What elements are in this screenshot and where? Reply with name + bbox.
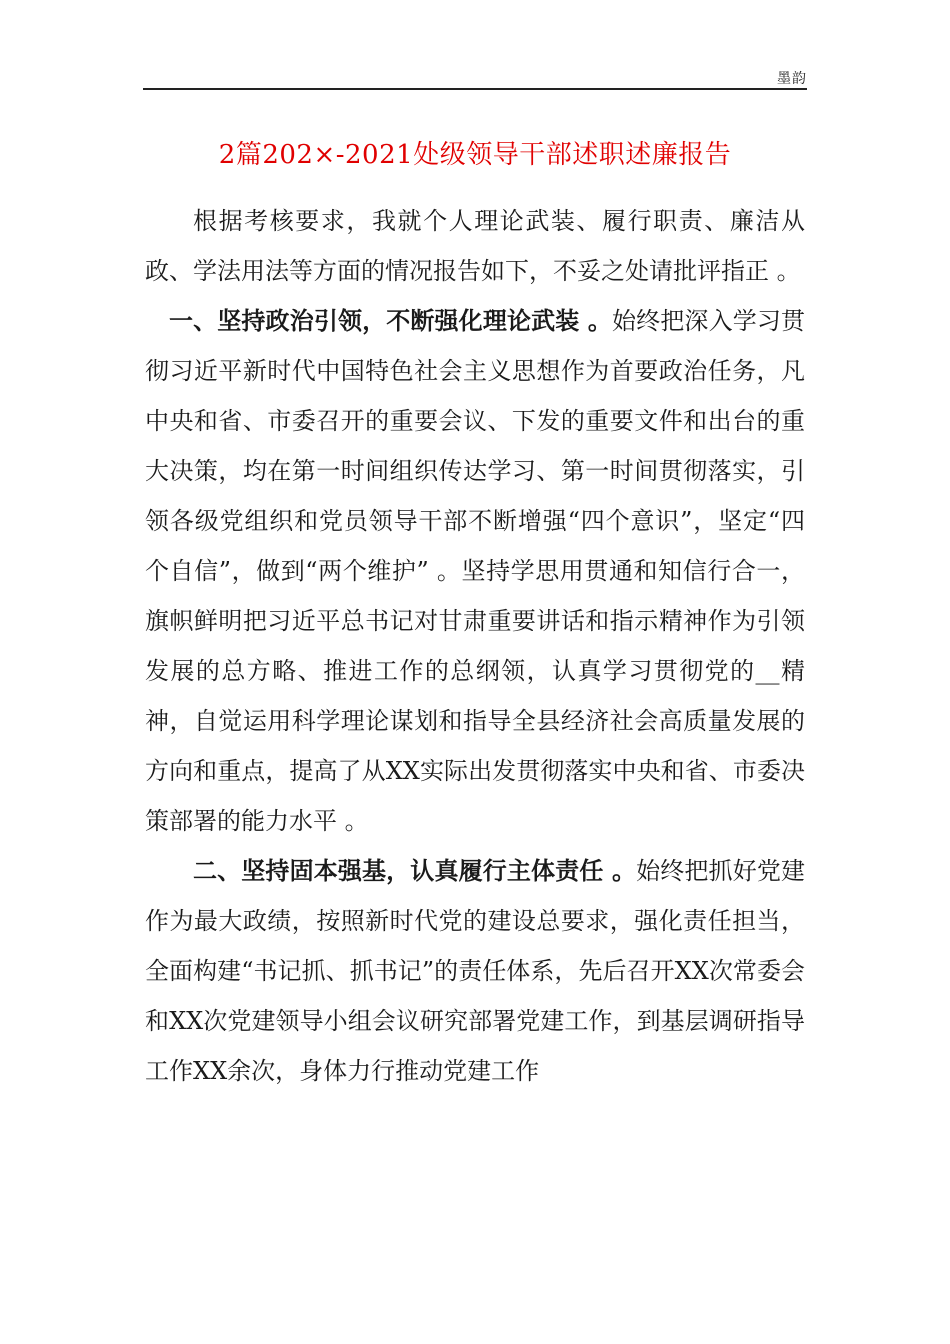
section-text-2: 始终把抓好党建作为最大政绩，按照新时代党的建设总要求，强化责任担当，全面构建“书记抓、抓书记”的责任体系，先后召开XX次常委会和XX次党建领导小组会议研究部署党建工作，到基层调研指导工作XX余次，身体力行推动党建工作 xyxy=(145,857,805,1085)
header-brand: 墨韵 xyxy=(777,71,807,87)
section-paragraph-2 xyxy=(145,846,805,1096)
section-paragraph-1 xyxy=(145,296,805,846)
section-heading-1: 一、坚持政治引领，不断强化理论武装 。 xyxy=(169,306,613,335)
header-rule xyxy=(143,88,807,90)
intro-paragraph: 根据考核要求，我就个人理论武装、履行职责、廉洁从政、学法用法等方面的情况报告如下，不妥之处请批评指正 。 xyxy=(145,207,805,285)
document-title: 2篇202×-2021处级领导干部述职述廉报告 xyxy=(218,140,732,170)
document-body xyxy=(145,196,805,1096)
section-heading-2: 二、坚持固本强基，认真履行主体责任 。 xyxy=(193,856,637,885)
section-text-1: 始终把深入学习贯彻习近平新时代中国特色社会主义思想作为首要政治任务，凡中央和省、市委召开的重要会议、下发的重要文件和出台的重大决策，均在第一时间组织传达学习、第一时间贯彻落实，引领各级党组织和党员领导干部不断增强“四个意识”，坚定“四个自信”，做到“两个维护” 。坚持学思用贯通和知信行合一，旗帜鲜明把习近平总书记对甘肃重要讲话和指示精神作为引领发展的总方略、推进工作的总纲领，认真学习贯彻党的__精神，自觉运用科学理论谋划和指导全县经济社会高质量发展的方向和重点，提高了从XX实际出发贯彻落实中央和省、市委决策部署的能力水平 。 xyxy=(145,307,805,835)
